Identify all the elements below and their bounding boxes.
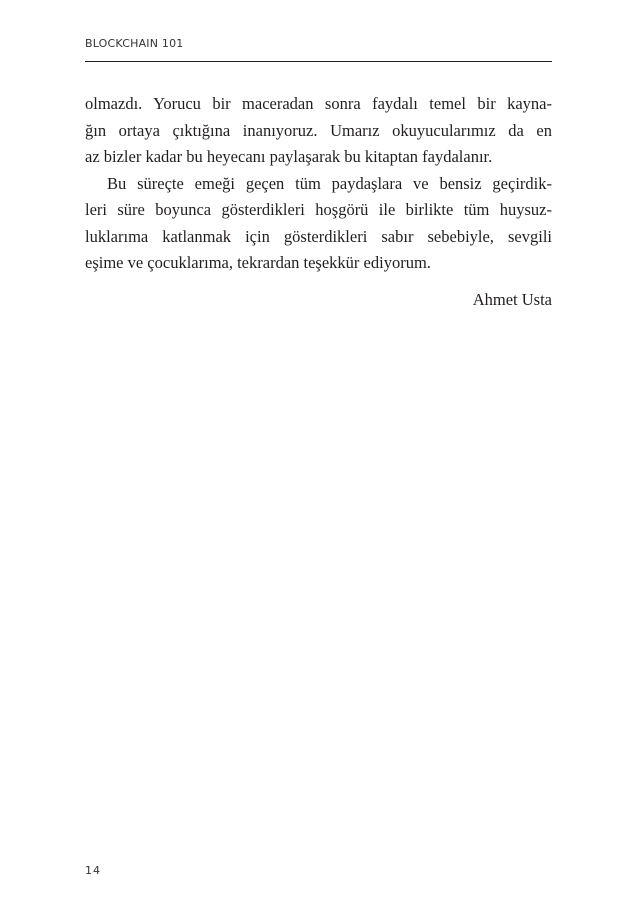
paragraph-2-line-4: eşime ve çocuklarıma, tekrardan teşekkür ediyorum. bbox=[85, 253, 431, 272]
paragraph-2-line-2: leri süre boyunca gösterdikleri hoşgörü ile birlikte tüm huysuz- bbox=[85, 200, 552, 219]
body-text bbox=[85, 91, 552, 277]
header-rule bbox=[85, 61, 552, 62]
paragraph-1-line-1: olmazdı. Yorucu bir maceradan sonra faydalı temel bir kayna- bbox=[85, 94, 552, 113]
paragraph-2-line-1: Bu süreçte emeği geçen tüm paydaşlara ve bensiz geçirdik- bbox=[107, 173, 552, 193]
author-signature: Ahmet Usta bbox=[472, 290, 552, 309]
page-number: 14 bbox=[85, 864, 101, 877]
paragraph-1-line-2: ğın ortaya çıktığına inanıyoruz. Umarız okuyucularımız da en bbox=[85, 120, 552, 140]
paragraph-1-line-3: az bizler kadar bu heyecanı paylaşarak bu kitaptan faydalanır. bbox=[85, 147, 493, 166]
paragraph-2-line-3: luklarıma katlanmak için gösterdikleri sabır sebebiyle, sevgili bbox=[85, 226, 552, 246]
running-head-title: BLOCKCHAIN 101 bbox=[85, 37, 184, 50]
